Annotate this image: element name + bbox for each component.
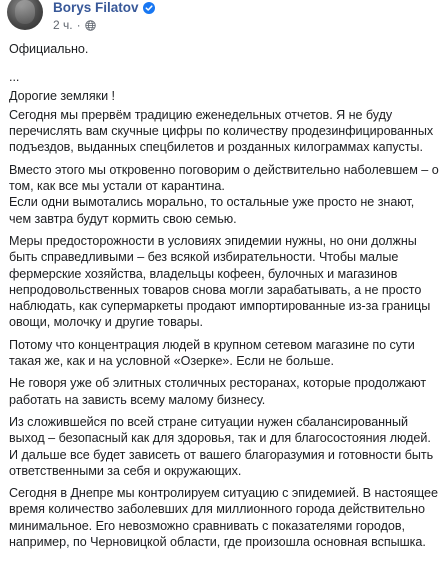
post-paragraph: Потому что концентрация людей в крупном сетевом магазине по сути такая же, как и на условной «Озерке». Если не больше.: [9, 337, 415, 369]
post-paragraph: Меры предосторожности в условиях эпидемии нужны, но они должны быть справедливыми – без всякой избирательности. Чтобы малые фермерские хозяйства, владельцы кофеен, булочных и магазинов непродовольственных товаров снова могли зарабатывать, а не просто наблюдать, как супермаркеты продают импортированные из-за границы овощи, молочку и другие товары.: [9, 233, 431, 330]
post-paragraph: Вместо этого мы откровенно поговорим о действительно наболевшем – о том, как все мы устали от карантина. Если одни вымотались морально, то остальные уже просто не знают, чем завтра будут кормить свою семью.: [9, 162, 439, 226]
post-header: [9, 0, 439, 36]
post-paragraph: Не говоря уже об элитных столичных ресторанах, которые продолжают работать на зависть всему малому бизнесу.: [9, 376, 427, 407]
post-paragraph: ...: [9, 70, 20, 85]
author-name[interactable]: Borys Filatov: [53, 0, 139, 15]
globe-icon[interactable]: [85, 20, 96, 31]
author-row: [53, 0, 155, 16]
post-body: [9, 41, 439, 550]
post-paragraph: Из сложившейся по всей стране ситуации нужен сбалансированный выход – безопасный как для здоровья, так и для благосостояния людей. И дальше все будет зависеть от вашего благоразумия и готовности быть ответственными за себя и окружающих.: [9, 414, 434, 478]
post-timestamp[interactable]: 2 ч.: [53, 18, 73, 32]
verified-badge-icon: [143, 2, 155, 14]
meta-separator: ·: [76, 18, 81, 32]
more-options-icon[interactable]: [417, 0, 437, 16]
post-paragraph: Дорогие земляки !: [9, 88, 115, 103]
post-meta: [53, 18, 96, 32]
post-paragraph: Сегодня в Днепре мы контролируем ситуацию с эпидемией. В настоящее время количество заболевших для миллионного города действительно минимальное. Его невозможно сравнивать с показателями городов, например, по Черновицкой области, где произошла основная вспышка.: [9, 486, 438, 550]
post-paragraph: Официально.: [9, 42, 89, 56]
author-avatar[interactable]: [7, 0, 43, 30]
post-paragraph: Сегодня мы прервём традицию еженедельных отчетов. Я не буду перечислять вам скучные цифры по количеству продезинфицированных подъездов, выданных спецбилетов и розданных килограммах капусты.: [9, 107, 434, 155]
